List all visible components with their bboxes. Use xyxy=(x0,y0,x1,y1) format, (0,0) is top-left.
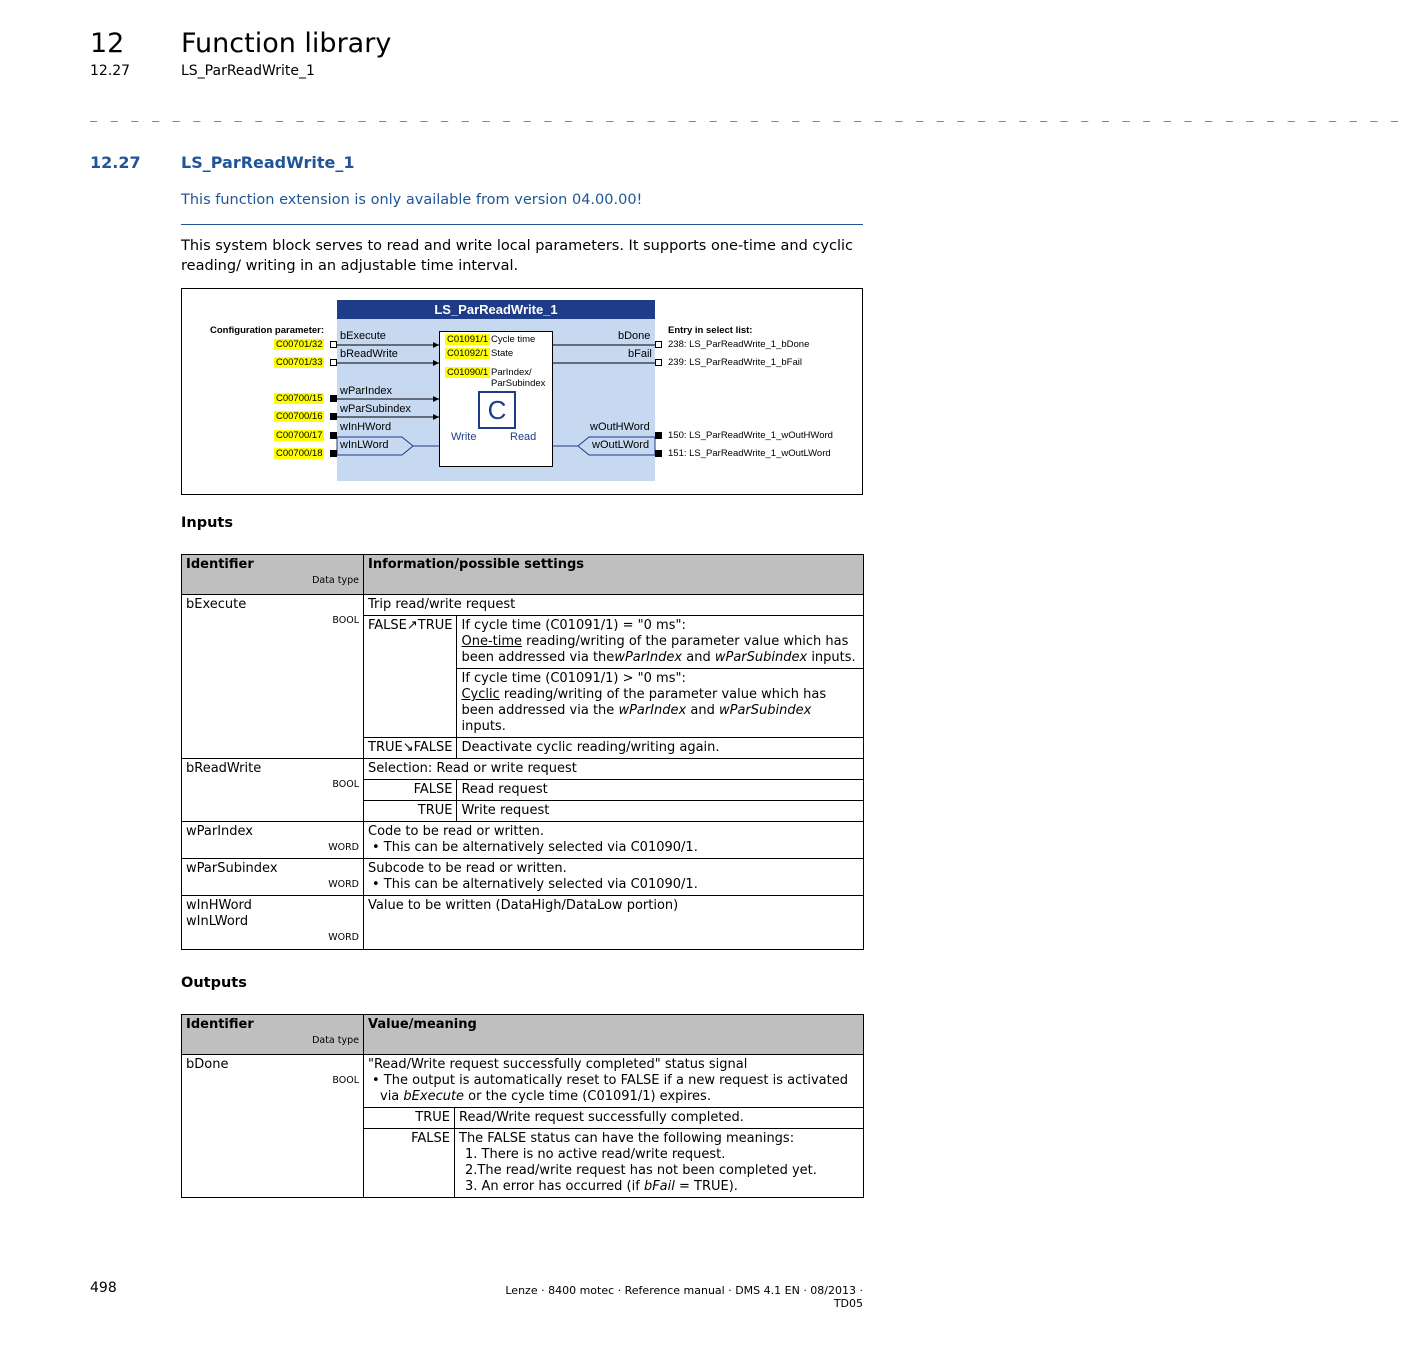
table-cell: Write request xyxy=(457,801,864,822)
table-cell: Code to be read or written. • This can be alternatively selected via C01090/1. xyxy=(364,822,864,859)
col-identifier: Identifier Data type xyxy=(182,555,364,595)
code-input-bexecute: C00701/32 xyxy=(276,339,323,350)
output-connector xyxy=(655,450,662,457)
key-true: TRUE xyxy=(364,801,457,822)
input-wparsubindex: wParSubindex xyxy=(340,403,411,415)
page-number: 498 xyxy=(90,1280,117,1296)
id-bdone: bDone BOOL xyxy=(182,1055,364,1198)
inputs-table xyxy=(181,554,864,950)
c-code-icon: C xyxy=(478,391,516,429)
code-state: C01092/1 xyxy=(447,348,489,359)
table-cell: Trip read/write request xyxy=(364,595,864,616)
input-connector xyxy=(330,359,337,366)
table-cell: Deactivate cyclic reading/writing again. xyxy=(457,738,864,759)
entry-label: Entry in select list: xyxy=(668,325,753,336)
id-breadwrite: bReadWrite BOOL xyxy=(182,759,364,822)
chapter-title: Function library xyxy=(181,28,392,59)
outputs-heading: Outputs xyxy=(181,975,247,991)
entry-woutlword: 151: LS_ParReadWrite_1_wOutLWord xyxy=(668,448,831,459)
table-cell: If cycle time (C01091/1) > "0 ms": Cyclic reading/writing of the parameter value which has been addressed via the wParIndex and wParSubindex inputs. xyxy=(457,669,864,738)
input-winhword: wInHWord xyxy=(340,421,392,433)
output-wouthword: wOutHWord xyxy=(590,421,650,433)
table-cell: If cycle time (C01091/1) = "0 ms": One-time reading/writing of the parameter value which has been addressed via thewParIndex and wParSubindex inputs. xyxy=(457,616,864,669)
config-label: Configuration parameter: xyxy=(210,325,325,336)
id-bexecute: bExecute BOOL xyxy=(182,595,364,759)
code-input-winhword: C00700/17 xyxy=(276,430,323,441)
chapter-number: 12 xyxy=(90,28,125,59)
table-cell: Value to be written (DataHigh/DataLow portion) xyxy=(364,896,864,950)
output-connector xyxy=(655,432,662,439)
id-winword: wInHWord wInLWord WORD xyxy=(182,896,364,950)
key-false: FALSE xyxy=(364,780,457,801)
table-cell: Selection: Read or write request xyxy=(364,759,864,780)
outputs-table xyxy=(181,1014,864,1198)
input-breadwrite: bReadWrite xyxy=(340,348,398,360)
note-rule xyxy=(181,224,863,225)
col-information: Information/possible settings xyxy=(364,555,864,595)
table-cell: "Read/Write request successfully completed" status signal • The output is automatically reset to FALSE if a new request is activated via bExecute or the cycle time (C01091/1) expires. xyxy=(364,1055,864,1108)
id-wparindex: wParIndex WORD xyxy=(182,822,364,859)
version-note: This function extension is only available from version 04.00.00! xyxy=(181,192,643,208)
read-label: Read xyxy=(510,431,537,443)
input-bexecute: bExecute xyxy=(340,330,386,342)
table-cell: Read request xyxy=(457,780,864,801)
key-falling: TRUE↘FALSE xyxy=(364,738,457,759)
section-title: LS_ParReadWrite_1 xyxy=(181,153,355,172)
subsection-number: 12.27 xyxy=(90,63,131,79)
code-cycle-time: C01091/1 xyxy=(447,334,489,345)
output-connector xyxy=(655,341,662,348)
input-connector xyxy=(330,432,337,439)
entry-bfail: 239: LS_ParReadWrite_1_bFail xyxy=(668,357,802,368)
inputs-heading: Inputs xyxy=(181,515,233,531)
block-title: LS_ParReadWrite_1 xyxy=(337,300,655,319)
write-label: Write xyxy=(451,431,477,443)
table-cell: The FALSE status can have the following meanings: 1. There is no active read/write request. 2.The read/write request has not been completed yet. 3. An error has occurred (if bFail = TRUE). xyxy=(455,1129,864,1198)
code-input-breadwrite: C00701/33 xyxy=(276,357,323,368)
code-parindex: C01090/1 xyxy=(447,367,489,378)
code-input-wparindex: C00700/15 xyxy=(276,393,323,404)
key-false: FALSE xyxy=(364,1129,455,1198)
id-wparsubindex: wParSubindex WORD xyxy=(182,859,364,896)
col-identifier: Identifier Data type xyxy=(182,1015,364,1055)
header-separator: _ _ _ _ _ _ _ _ _ _ _ _ _ _ _ _ _ _ _ _ _ _ _ _ _ _ _ _ _ _ _ _ _ _ _ _ _ _ _ _ _ _ _ _ _ _ _ _ _ _ _ _ _ _ _ _ _ _ _ _ _ _ _ _ xyxy=(90,108,1401,122)
document-info: Lenze · 8400 motec · Reference manual · DMS 4.1 EN · 08/2013 · TD05 xyxy=(505,1284,863,1310)
output-bfail: bFail xyxy=(628,348,652,360)
table-cell: Subcode to be read or written. • This can be alternatively selected via C01090/1. xyxy=(364,859,864,896)
function-block-diagram xyxy=(181,288,863,495)
label-parindex: ParIndex/ xyxy=(491,367,532,378)
input-connector xyxy=(330,395,337,402)
label-state: State xyxy=(491,348,514,359)
input-connector xyxy=(330,341,337,348)
code-input-winlword: C00700/18 xyxy=(276,448,323,459)
code-input-wparsubindex: C00700/16 xyxy=(276,411,323,422)
input-connector xyxy=(330,450,337,457)
section-number: 12.27 xyxy=(90,153,141,172)
label-cycle-time: Cycle time xyxy=(491,334,536,345)
label-parsubindex: ParSubindex xyxy=(491,378,546,389)
input-connector xyxy=(330,413,337,420)
entry-wouthword: 150: LS_ParReadWrite_1_wOutHWord xyxy=(668,430,833,441)
input-wparindex: wParIndex xyxy=(340,385,392,397)
input-winlword: wInLWord xyxy=(340,439,389,451)
subsection-title: LS_ParReadWrite_1 xyxy=(181,63,315,79)
output-connector xyxy=(655,359,662,366)
table-cell: Read/Write request successfully completed. xyxy=(455,1108,864,1129)
col-value: Value/meaning xyxy=(364,1015,864,1055)
output-woutlword: wOutLWord xyxy=(592,439,650,451)
output-bdone: bDone xyxy=(618,330,651,342)
key-true: TRUE xyxy=(364,1108,455,1129)
entry-bdone: 238: LS_ParReadWrite_1_bDone xyxy=(668,339,810,350)
intro-paragraph: This system block serves to read and write local parameters. It supports one-time and cyclic reading/ writing in an adjustable time interval. xyxy=(181,238,853,274)
key-rising: FALSE↗TRUE xyxy=(364,616,457,738)
